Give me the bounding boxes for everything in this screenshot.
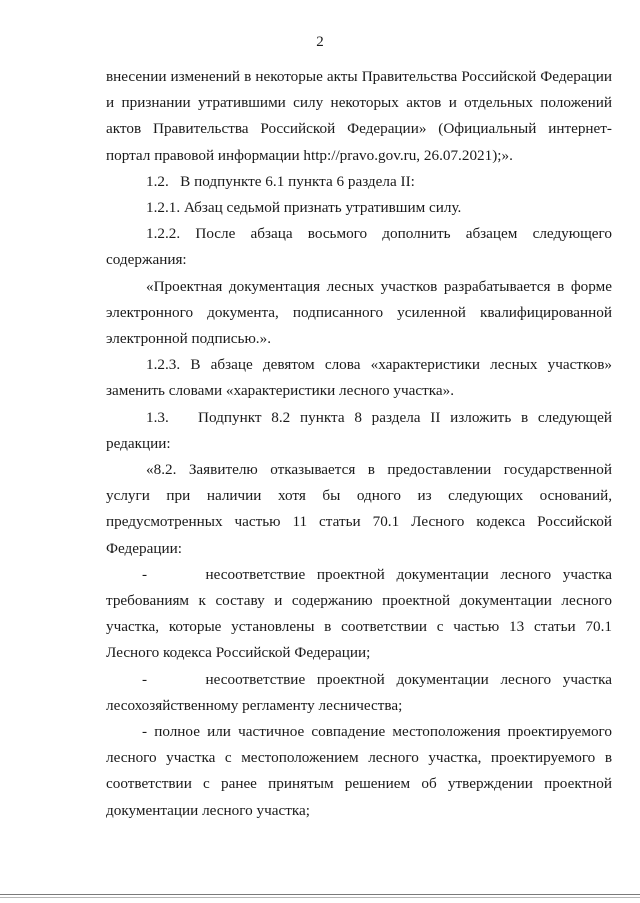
paragraph-quote-project-documentation: «Проектная документация лесных участков разрабатывается в форме электронного документа, подписанного усиленной квалифицированной электронной подписью.». xyxy=(106,277,616,348)
list-item-requirements-mismatch: - несоответствие проектной документации лесного участка требованиям к составу и содержанию проектной документации лесного участка, которые установлены в соответствии с частью 13 статьи 70.1 Лесного кодекса Российской Федерации; xyxy=(106,565,616,662)
list-item-location-overlap: - полное или частичное совпадение местоположения проектируемого лесного участка с местоположением лесного участка, проектируемого в соответствии с ранее принятым решением об утверждении проектной документации лесного участка; xyxy=(106,723,616,819)
page-bottom-edge-shadow xyxy=(0,897,640,898)
paragraph-1-2: 1.2. В подпункте 6.1 пункта 6 раздела II: xyxy=(146,172,415,190)
page-bottom-edge xyxy=(0,894,640,895)
page-number: 2 xyxy=(316,34,324,50)
document-body xyxy=(106,64,616,824)
paragraph-1-2-2: 1.2.2. После абзаца восьмого дополнить абзацем следующего содержания: xyxy=(106,225,616,269)
paragraph-8-2: «8.2. Заявителю отказывается в предоставлении государственной услуги при наличии хотя бы одного из следующих оснований, предусмотренных частью 11 статьи 70.1 Лесного кодекса Российской Федерации: xyxy=(106,461,616,557)
paragraph-1-2-1: 1.2.1. Абзац седьмой признать утратившим силу. xyxy=(146,199,462,217)
paragraph-1-2-3: 1.2.3. В абзаце девятом слова «характеристики лесных участков» заменить словами «характеристики лесного участка». xyxy=(106,356,616,400)
list-item-regulation-mismatch: - несоответствие проектной документации лесного участка лесохозяйственному регламенту лесничества; xyxy=(106,670,616,714)
paragraph-1-3: 1.3. Подпункт 8.2 пункта 8 раздела II изложить в следующей редакции: xyxy=(106,408,616,452)
paragraph-continuation: внесении изменений в некоторые акты Правительства Российской Федерации и признании утратившими силу некоторых актов и отдельных положений актов Правительства Российской Федерации» (Официальный интернет-портал правовой информации http://pravo.gov.ru, 26.07.2021);». xyxy=(106,68,616,164)
